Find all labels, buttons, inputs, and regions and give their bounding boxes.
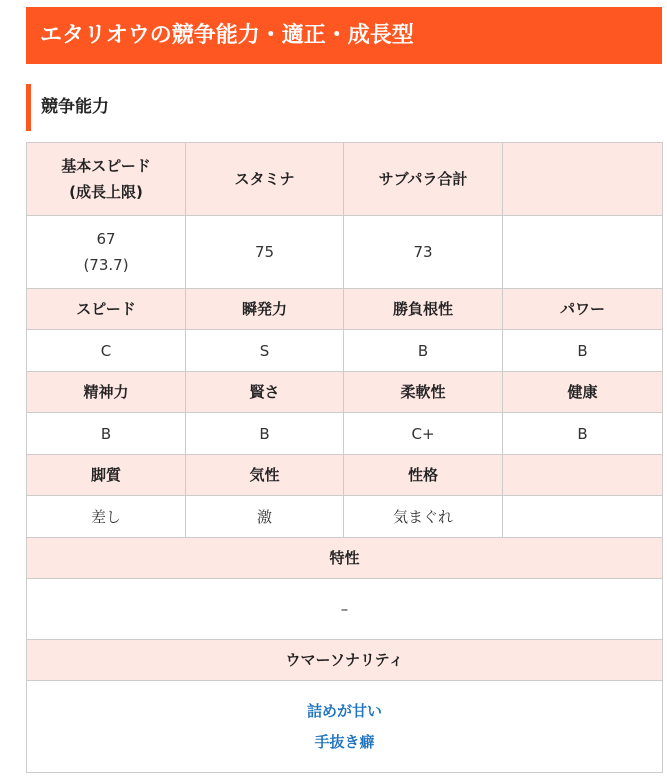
value-flexibility: C+ xyxy=(344,413,503,455)
header-power: パワー xyxy=(503,289,663,330)
table-row xyxy=(27,538,663,579)
header-base-speed-label: 基本スピード xyxy=(61,157,151,175)
value-wisdom: B xyxy=(186,413,344,455)
table-row xyxy=(27,330,663,372)
header-umanality: ウマーソナリティ xyxy=(27,640,663,681)
value-base-speed xyxy=(27,216,186,289)
value-stamina: 75 xyxy=(186,216,344,289)
value-health: B xyxy=(503,413,663,455)
value-empty-2 xyxy=(503,496,663,538)
value-power: B xyxy=(503,330,663,372)
page-title: エタリオウの競争能力・適正・成長型 xyxy=(26,7,662,64)
table-row xyxy=(27,681,663,773)
value-subpara-total: 73 xyxy=(344,216,503,289)
table-row xyxy=(27,216,663,289)
section-title: 競争能力 xyxy=(26,84,109,131)
value-speed: C xyxy=(27,330,186,372)
value-base-speed-main: 67 xyxy=(96,230,116,248)
value-guts: B xyxy=(344,330,503,372)
value-mentality: B xyxy=(27,413,186,455)
value-empty xyxy=(503,216,663,289)
header-empty xyxy=(503,143,663,216)
header-guts: 勝負根性 xyxy=(344,289,503,330)
table-row xyxy=(27,413,663,455)
header-acceleration: 瞬発力 xyxy=(186,289,344,330)
header-empty-2 xyxy=(503,455,663,496)
table-row xyxy=(27,143,663,216)
header-health: 健康 xyxy=(503,372,663,413)
table-row xyxy=(27,372,663,413)
value-personality: 気まぐれ xyxy=(344,496,503,538)
umanality-link-slacking-habit[interactable]: 手抜き癖 xyxy=(314,732,375,751)
header-base-speed-sub: (成長上限) xyxy=(69,183,143,201)
umanality-links-cell xyxy=(27,681,663,773)
table-row xyxy=(27,496,663,538)
header-personality: 性格 xyxy=(344,455,503,496)
header-subpara-total: サブパラ合計 xyxy=(344,143,503,216)
header-mentality: 精神力 xyxy=(27,372,186,413)
header-wisdom: 賢さ xyxy=(186,372,344,413)
value-acceleration: S xyxy=(186,330,344,372)
table-row xyxy=(27,579,663,640)
value-running-style: 差し xyxy=(27,496,186,538)
umanality-link-careless-finish[interactable]: 詰めが甘い xyxy=(306,701,382,720)
value-base-speed-cap: (73.7) xyxy=(83,256,129,274)
table-row xyxy=(27,455,663,496)
header-base-speed xyxy=(27,143,186,216)
header-temperament: 気性 xyxy=(186,455,344,496)
ability-table xyxy=(26,142,663,773)
value-traits: – xyxy=(27,579,663,640)
value-temperament: 激 xyxy=(186,496,344,538)
header-speed: スピード xyxy=(27,289,186,330)
header-running-style: 脚質 xyxy=(27,455,186,496)
header-flexibility: 柔軟性 xyxy=(344,372,503,413)
header-traits: 特性 xyxy=(27,538,663,579)
table-row xyxy=(27,640,663,681)
table-row xyxy=(27,289,663,330)
header-stamina: スタミナ xyxy=(186,143,344,216)
